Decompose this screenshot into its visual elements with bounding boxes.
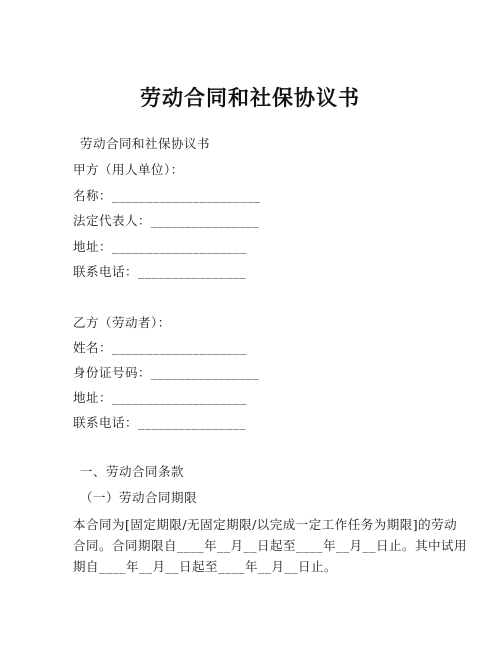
party-a-phone-line: 联系电话：________________: [73, 264, 247, 279]
section-1-paragraph: [73, 514, 468, 577]
party-a-rep-line: 法定代表人：________________: [73, 213, 260, 228]
paragraph-line: 本合同为[固定期限/无固定期限/以完成一定工作任务为期限]的劳动: [73, 517, 458, 532]
document-title: 劳动合同和社保协议书: [140, 86, 360, 110]
party-b-id-line: 身份证号码：________________: [73, 365, 260, 380]
party-b-address-line: 地址：____________________: [73, 390, 248, 405]
section-1-sub-heading: （一）劳动合同期限: [80, 490, 198, 505]
party-a-name-line: 名称：______________________: [73, 188, 261, 203]
paragraph-line: 合同。合同期限自____年__月__日起至____年__月__日止。其中试用: [73, 538, 468, 553]
party-b-name-line: 姓名：____________________: [73, 340, 248, 355]
party-b-heading: 乙方（劳动者）：: [73, 315, 171, 330]
document-subtitle: 劳动合同和社保协议书: [80, 136, 211, 151]
section-1-heading: 一、劳动合同条款: [80, 464, 185, 479]
party-a-heading: 甲方（用人单位）：: [73, 162, 184, 177]
party-b-phone-line: 联系电话：________________: [73, 415, 247, 430]
party-a-address-line: 地址：____________________: [73, 239, 248, 254]
paragraph-line: 期自____年__月__日起至____年__月__日止。: [73, 559, 338, 574]
